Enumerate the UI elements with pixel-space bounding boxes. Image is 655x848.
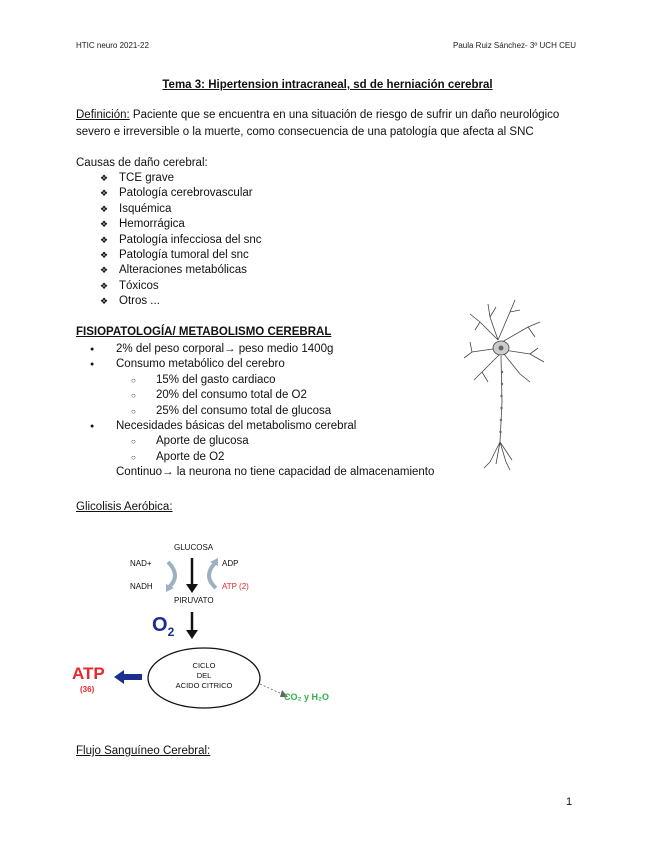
list-item: ● Necesidades básicas del metabolismo cerebral [76,419,476,434]
list-item: ❖ Alteraciones metabólicas [96,263,262,278]
neuron-illustration [460,292,550,477]
atp36-label: (36) [80,685,95,694]
header-right: Paula Ruiz Sánchez- 3º UCH CEU [453,41,576,50]
atp-label: ATP [72,664,105,683]
list-item: ○ 15% del gasto cardiaco [76,373,476,388]
list-item: ○ Aporte de O2 [76,450,476,465]
list-item: ○ Aporte de glucosa [76,434,476,449]
page-number: 1 [566,796,573,808]
list-item: ❖ TCE grave [96,171,262,186]
glycolysis-heading: Glicolisis Aeróbica: [76,501,173,513]
atp2-label: ATP (2) [222,582,249,591]
glycolysis-arrows [70,538,350,718]
definition-label: Definición: [76,109,130,121]
header-left: HTIC neuro 2021-22 [76,41,149,50]
nadh-label: NADH [130,582,153,591]
physiopathology-heading: FISIOPATOLOGÍA/ METABOLISMO CEREBRAL [76,326,332,338]
co2-h2o-label: CO₂ y H₂O [284,692,330,702]
oxygen-label: $O_2$ [152,614,175,639]
list-item: ❖ Hemorrágica [96,217,262,232]
citric-cycle-label: CICLO DEL ACIDO CITRICO [175,661,233,690]
list-item: ❖ Patología infecciosa del snc [96,233,262,248]
pyruvate-label: PIRUVATO [174,596,214,605]
list-item: ❖ Otros ... [96,294,262,309]
list-item: ● Consumo metabólico del cerebro [76,357,476,372]
list-item: Continuo→ la neurona no tiene capacidad de almacenamiento [116,466,435,479]
physiopathology-list [76,342,476,481]
definition-text: Paciente que se encuentra en una situación de riesgo de sufrir un daño neurológico severo e irreversible o la muerte, como consecuencia de una patología que afecta al SNC [76,109,560,138]
list-item: ● 2% del peso corporal→ peso medio 1400g [76,342,476,357]
nad-label: NAD+ [130,559,152,568]
page-title: Tema 3: Hipertension intracraneal, sd de herniación cerebral [162,79,493,91]
causes-list [96,171,262,310]
causes-heading: Causas de daño cerebral: [76,157,208,169]
definition-paragraph [76,107,586,141]
list-item: ○ 25% del consumo total de glucosa [76,404,476,419]
blood-flow-heading: Flujo Sanguíneo Cerebral: [76,745,211,757]
glucose-label: GLUCOSA [174,543,214,552]
list-item: ❖ Patología tumoral del snc [96,248,262,263]
list-item: ❖ Patología cerebrovascular [96,186,262,201]
list-item: ❖ Isquémica [96,202,262,217]
list-item: ❖ Tóxicos [96,279,262,294]
list-item: ○ 20% del consumo total de O2 [76,388,476,403]
adp-label: ADP [222,559,239,568]
glycolysis-diagram [70,538,350,718]
